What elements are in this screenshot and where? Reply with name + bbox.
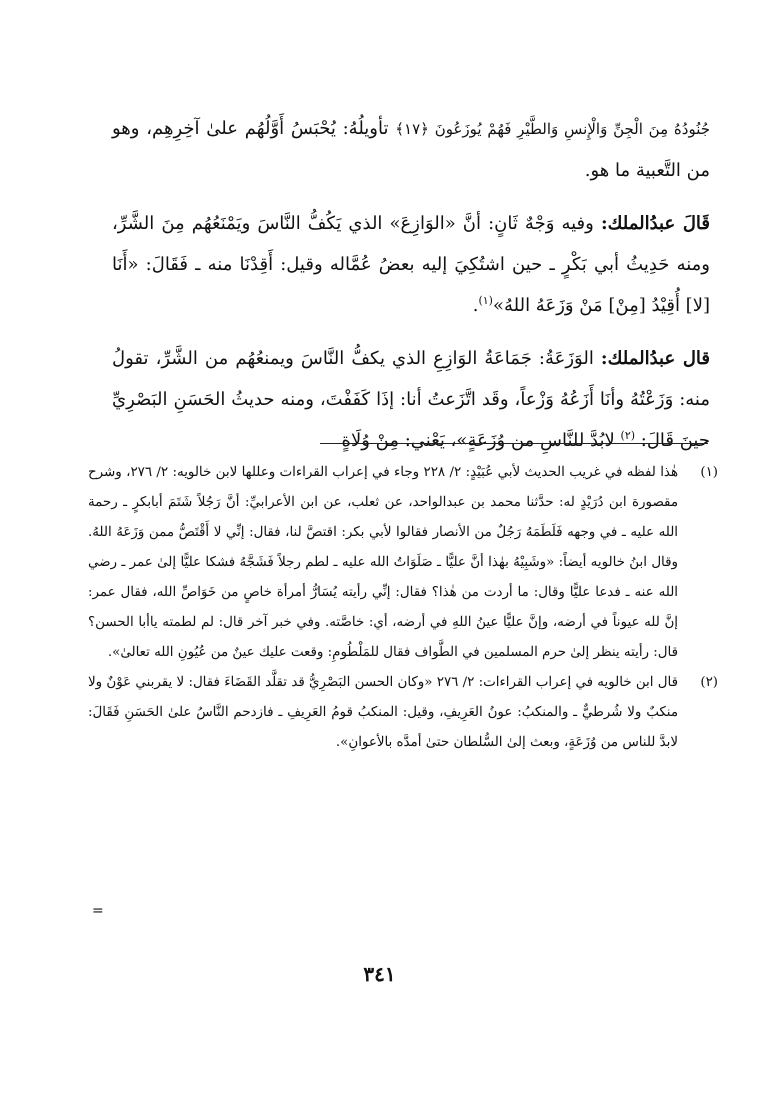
main-text bbox=[112, 108, 710, 473]
footnote-number: (٢) bbox=[700, 675, 718, 690]
paragraph-3-text: الوَزَعَةُ: جَمَاعَةُ الوَازِعِ الذي يكفُّ النَّاسَ ويمنعُهُم من الشَّرِّ، تقولُ منه: وَزَعْتُهُ وأنَا أَزَعُهُ وَزْعاً، وقَد اتَّزَعتُ أنا: إذَا كَفَفْتَ، ومنه حديثُ الحَسَنِ البَصْرِيِّ حينَ قَالَ: bbox=[112, 348, 710, 451]
paragraph-2-text: وفيه وَجْهٌ ثَانٍ: أنَّ «الوَازِعَ» الذي يَكُفُّ النَّاسَ ويَمْنَعُهُم مِنَ الشَّرِّ، ومنه حَدِيثُ أبي بَكْرٍ ـ حين اشتُكِيَ إليه بعضُ عُمَّاله وقيل: أَقِدْنَا منه ـ فَقَالَ: «أَنَا [لا] أُقِيْدُ [مِنْ] مَنْ وَزَعَهُ اللهُ» bbox=[112, 213, 710, 316]
footnote-1 bbox=[88, 458, 718, 668]
footnote-number: (١) bbox=[700, 465, 718, 480]
footnotes bbox=[88, 458, 718, 758]
footnote-divider bbox=[320, 443, 708, 444]
page-number: ٣٤١ bbox=[363, 962, 396, 986]
paragraph-1 bbox=[112, 108, 710, 191]
footnote-ref-1: (١) bbox=[478, 294, 493, 307]
footnote-ref-2: (٢) bbox=[620, 429, 636, 442]
footnote-2 bbox=[88, 668, 718, 758]
margin-marker: = bbox=[92, 903, 104, 919]
paragraph-2 bbox=[112, 203, 710, 326]
footnote-text: قال ابن خالويه في إعراب القراءات: ٢/ ٢٧٦ «وكان الحسن البَصْرِيُّ قد تقلَّد القَضَاءَ فقال: لا يقربني عَوْنٌ ولا منكبٌ ولا شُرطيٌّ ـ والمنكبُ: عونُ العَرِيفِ، وقيل: المنكبُ قومُ العَرِيفِ ـ فازدحم النَّاسُ علىٰ الحَسَنِ فَقَالَ: لابدَّ للناس من وُزَعَةٍ، وبعث إلىٰ السُّلطان حتىٰ أمدَّه بالأعوانِ». bbox=[88, 675, 678, 750]
paragraph-3-end: لابُدَّ للنَّاسِ من وُزَعَةٍ»، يَعْني: مِنْ وُلَاةٍ bbox=[341, 430, 615, 451]
paragraph-2-end: . bbox=[472, 295, 479, 316]
quran-verse: جُنُودُهُ مِنَ الْجِنِّ وَالْإِنسِ وَالطَّيْرِ فَهُمْ يُوزَعُونَ ﴿١٧﴾ bbox=[395, 120, 710, 138]
paragraph-3-lead: قال عبدُالملك: bbox=[600, 348, 710, 369]
paragraph-1-text: تأويلُهُ: يُحْبَسُ أَوَّلُهُم علىٰ آخِرِهِم، وهو من التَّعبية ما هو. bbox=[112, 118, 710, 181]
footnote-text: هٰذا لفظه في غريب الحديث لأبي عُبَيْدٍ: ٢/ ٢٢٨ وجاء في إعراب القراءات وعللها لابن خالويه: ٢/ ٢٧٦، وشرح مقصورة ابن دُرَيْدٍ له: حدَّثنا محمد بن عبدالواحد، عن ثعلب، عن ابن الأعرابيِّ: أنَّ رَجُلاً شَتَمَ أبابكرٍ ـ رحمة الله عليه ـ في وجهه فَلَطَمَهُ رَجُلٌ من الأنصار فقالوا لأبي بكر: اقتصَّ لنا، فقال: إنِّي لا أَقْتَصُّ ممن وَزَعَهُ اللهُ. وقال ابنُ خالويه أيضاً: «وشَبِيْهُ بهٰذا أنَّ عليًّا ـ صَلَوَاتُ الله عليه ـ لطم رجلاً فَشَجَّهُ فشكا عليًّا إلىٰ عمر ـ رضي الله عنه ـ فدعا عليًّا وقال: ما أردت من هٰذا؟ فقال: إنِّي رأيته يُسَارُّ أمرأة خاصٍ من خَوَاصِّ الله، فقال عمر: إنَّ لله عيوناً في أرضه، وإنَّ عليًّا عينُ اللهِ في أرضه، أي: خاصَّته. وفي خبر آخر قال: لم لطمته ياأبا الحسن؟ قال: رأيته ينظر إلىٰ حرم المسلمين في الطَّواف فقال للمَلْطُومِ: وقعت عليك عينٌ من عُيُونِ الله تعالىٰ». bbox=[88, 465, 679, 660]
paragraph-2-lead: قَالَ عبدُالملك: bbox=[600, 213, 710, 234]
